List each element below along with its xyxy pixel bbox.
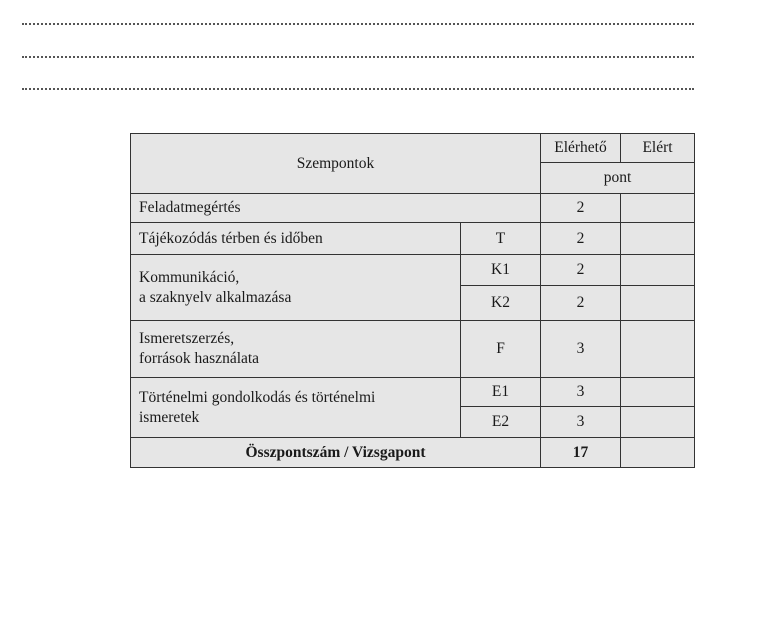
points-achieved-cell[interactable] [621, 223, 695, 255]
criterion-cell [131, 378, 461, 438]
points-available-cell: 2 [541, 286, 621, 321]
total-label: Összpontszám / Vizsgapont [131, 438, 541, 468]
table-row [131, 378, 695, 407]
total-points-available: 17 [541, 438, 621, 468]
points-achieved-cell[interactable] [621, 321, 695, 378]
points-achieved-cell[interactable] [621, 194, 695, 223]
criterion-line: Kommunikáció, [139, 268, 240, 286]
total-row [131, 438, 695, 468]
criterion-line: Ismeretszerzés, [139, 330, 235, 347]
points-available-cell: 3 [541, 407, 621, 438]
header-row [131, 134, 695, 163]
points-available-cell: 2 [541, 255, 621, 286]
answer-line-2 [22, 56, 694, 58]
criterion-line: ismeretek [139, 408, 200, 426]
code-cell: T [461, 223, 541, 255]
table-row [131, 223, 695, 255]
total-points-achieved[interactable] [621, 438, 695, 468]
criterion-line: a szaknyelv alkalmazása [139, 288, 292, 306]
criterion-cell: Tájékozódás térben és időben [131, 223, 461, 255]
points-achieved-cell[interactable] [621, 286, 695, 321]
header-achieved: Elért [621, 134, 695, 163]
scoring-table [130, 133, 695, 468]
code-cell: F [461, 321, 541, 378]
criterion-cell [131, 321, 461, 378]
points-achieved-cell[interactable] [621, 407, 695, 438]
answer-line-3 [22, 88, 694, 90]
points-available-cell: 2 [541, 194, 621, 223]
header-unit: pont [541, 163, 695, 194]
points-achieved-cell[interactable] [621, 255, 695, 286]
table-row [131, 321, 695, 378]
table-row [131, 194, 695, 223]
criterion-line: források használata [139, 350, 260, 367]
criterion-cell: Feladatmegértés [131, 194, 541, 223]
code-cell: K1 [461, 255, 541, 286]
code-cell: E2 [461, 407, 541, 438]
criterion-cell [131, 255, 461, 321]
answer-line-1 [22, 23, 694, 25]
header-criteria: Szempontok [131, 134, 541, 194]
header-available: Elérhető [541, 134, 621, 163]
points-available-cell: 3 [541, 321, 621, 378]
points-available-cell: 3 [541, 378, 621, 407]
code-cell: E1 [461, 378, 541, 407]
criterion-line: Történelmi gondolkodás és történelmi [139, 388, 376, 406]
table-row [131, 255, 695, 286]
points-available-cell: 2 [541, 223, 621, 255]
code-cell: K2 [461, 286, 541, 321]
points-achieved-cell[interactable] [621, 378, 695, 407]
